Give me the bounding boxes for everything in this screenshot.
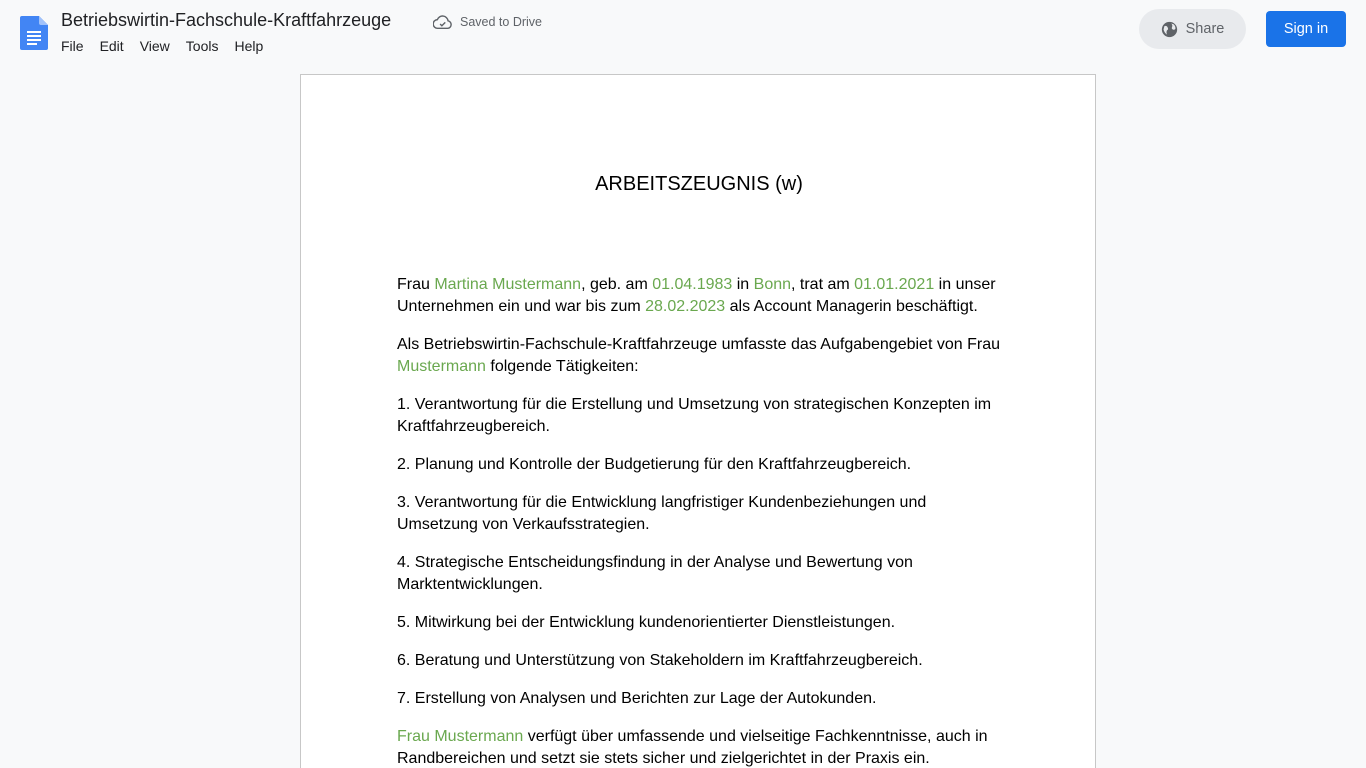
- task-item: 3. Verantwortung für die Entwicklung langfristiger Kundenbeziehungen und Umsetzung von Verkaufsstrategien.: [397, 494, 927, 533]
- menu-view[interactable]: View: [139, 38, 170, 54]
- sign-in-button[interactable]: Sign in: [1266, 11, 1346, 47]
- birth-date: 01.04.1983: [652, 276, 733, 293]
- menu-help[interactable]: Help: [234, 38, 264, 54]
- start-date: 01.01.2021: [854, 276, 935, 293]
- menu-tools[interactable]: Tools: [185, 38, 219, 54]
- paragraph-tasks-intro: Als Betriebswirtin-Fachschule-Kraftfahrzeuge umfasste das Aufgabengebiet von Frau Mustermann folgende Tätigkeiten:: [397, 336, 1000, 375]
- employee-name: Martina Mustermann: [434, 276, 582, 293]
- save-status[interactable]: [433, 14, 542, 30]
- task-item: 5. Mitwirkung bei der Entwicklung kundenorientierter Dienstleistungen.: [397, 614, 896, 631]
- share-button-label: Share: [1185, 21, 1225, 37]
- task-item: 7. Erstellung von Analysen und Berichten zur Lage der Autokunden.: [397, 690, 877, 707]
- employee-surname: Mustermann: [397, 358, 486, 375]
- end-date: 28.02.2023: [645, 298, 726, 315]
- share-button[interactable]: [1139, 9, 1246, 49]
- cloud-done-icon: [433, 14, 452, 30]
- globe-icon: [1161, 21, 1178, 38]
- menu-file[interactable]: File: [61, 38, 84, 54]
- employee-full-name: Frau Mustermann: [397, 728, 524, 745]
- menu-bar: [53, 36, 271, 56]
- document-page[interactable]: [300, 74, 1096, 768]
- app-header: [0, 0, 1366, 64]
- google-docs-icon[interactable]: [20, 16, 48, 50]
- task-item: 6. Beratung und Unterstützung von Stakeholdern im Kraftfahrzeugbereich.: [397, 652, 923, 669]
- task-item: 4. Strategische Entscheidungsfindung in der Analyse und Bewertung von Marktentwicklungen.: [397, 554, 913, 593]
- paragraph-skills: Frau Mustermann verfügt über umfassende und vielseitige Fachkenntnisse, auch in Randbereichen und setzt sie stets sicher und zielgerichtet in der Praxis ein.: [397, 728, 988, 767]
- task-item: 1. Verantwortung für die Erstellung und Umsetzung von strategischen Konzepten im Kraftfahrzeugbereich.: [397, 396, 992, 435]
- birth-city: Bonn: [753, 276, 792, 293]
- document-body: [397, 274, 1001, 768]
- document-heading: ARBEITSZEUGNIS (w): [595, 173, 803, 195]
- paragraph-intro: Frau Martina Mustermann, geb. am 01.04.1983 in Bonn, trat am 01.01.2021 in unser Unternehmen ein und war bis zum 28.02.2023 als Account Managerin beschäftigt.: [397, 276, 996, 315]
- task-item: 2. Planung und Kontrolle der Budgetierung für den Kraftfahrzeugbereich.: [397, 456, 912, 473]
- save-status-label: Saved to Drive: [460, 15, 542, 29]
- document-title[interactable]: Betriebswirtin-Fachschule-Kraftfahrzeuge: [61, 10, 392, 30]
- menu-edit[interactable]: Edit: [99, 38, 124, 54]
